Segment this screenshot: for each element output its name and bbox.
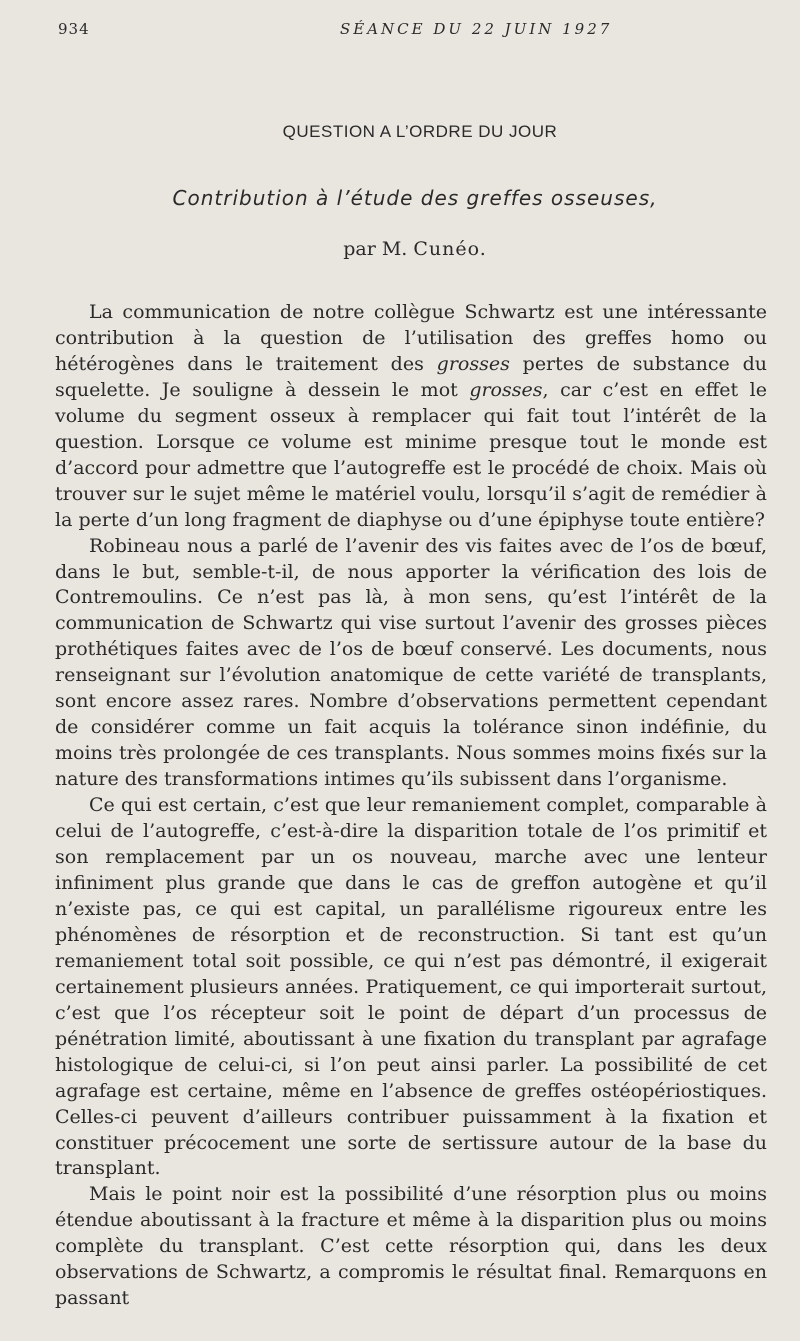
paragraph-3: Ce qui est certain, c’est que leur remaniement complet, comparable à celui de l’autogreffe, c’est-à-dire la disparition totale de l’os primitif et son remplacement par un os nouveau, marche avec une lenteur infiniment plus grande que dans le cas de greffon autogène et qu’il n’existe pas, ce qui est capital, un parallélisme rigoureux entre les phénomènes de résorption et de reconstruction. Si tant est qu’un remaniement total soit possible, ce qui n’est pas démontré, il exigerait certainement plusieurs années. Pratiquement, ce qui importerait surtout, c’est que l’os récepteur soit le point de départ d’un processus de pénétration limité, aboutissant à une fixation du transplant par agrafage histologique de celui-ci, si l’on peut ainsi parler. La possibilité de cet agrafage est certaine, même en l’absence de greffes ostéopériostiques. Celles-ci peuvent d’ailleurs contribuer puissamment à la fixation et constituer précocement une sorte de sertissure autour de la base du transplant. <box>55 794 767 1180</box>
paragraph-4: Mais le point noir est la possibilité d’une résorption plus ou moins étendue aboutissant à la fracture et même à la disparition plus ou moins complète du transplant. C’est cette résorption qui, dans les deux observations de Schwartz, a compromis le résultat final. Remarquons en passant <box>55 1183 767 1310</box>
article-title: Contribution à l’étude des greffes osseuses, <box>172 186 658 210</box>
emphasis-grosses-2: grosses <box>469 378 543 401</box>
paragraph-1-text-b: pertes de substance du squelette. Je souligne à dessein le mot <box>55 352 767 401</box>
paragraph-1-text-c: , car c’est en effet le volume du segment osseux à remplacer qui fait tout l’intérêt de la question. Lorsque ce volume est minime presque tout le monde est d’accord pour admettre que l’autogreffe est le procédé de choix. Mais où trouver sur le sujet même le matériel voulu, lorsqu’il s’agit de remédier à la perte d’un long fragment de diaphyse ou d’une épiphyse toute entière? <box>55 378 767 531</box>
running-head: SÉANCE DU 22 JUIN 1927 <box>340 20 613 38</box>
author-name: Cunéo. <box>413 238 487 260</box>
paragraph-2: Robineau nous a parlé de l’avenir des vis faites avec de l’os de bœuf, dans le but, semble-t-il, de nous apporter la vérification des lois de Contremoulins. Ce n’est pas là, à mon sens, qu’est l’intérêt de la communication de Schwartz qui vise surtout l’avenir des grosses pièces prothétiques faites avec de l’os de bœuf conservé. Les documents, nous renseignant sur l’évolution anatomique de cette variété de transplants, sont encore assez rares. Nombre d’observations permettent cependant de considérer comme un fait acquis la tolérance sinon indéfinie, du moins très prolongée de ces transplants. Nous sommes moins fixés sur la nature des transformations intimes qu’ils subissent dans l’organisme. <box>55 534 767 791</box>
paragraph-1 <box>55 300 767 534</box>
page-header <box>58 20 800 44</box>
emphasis-grosses-1: grosses <box>436 352 510 375</box>
page-number: 934 <box>58 20 90 38</box>
byline <box>0 238 800 260</box>
paragraph-1-text-a: La communication de notre collègue Schwartz est une intéressante contribution à la question de l’utilisation des greffes homo ou hétérogènes dans le traitement des <box>55 301 767 375</box>
section-heading: QUESTION A L’ORDRE DU JOUR <box>282 122 558 141</box>
byline-prefix: par M. <box>343 238 408 260</box>
article-body <box>55 300 767 1312</box>
